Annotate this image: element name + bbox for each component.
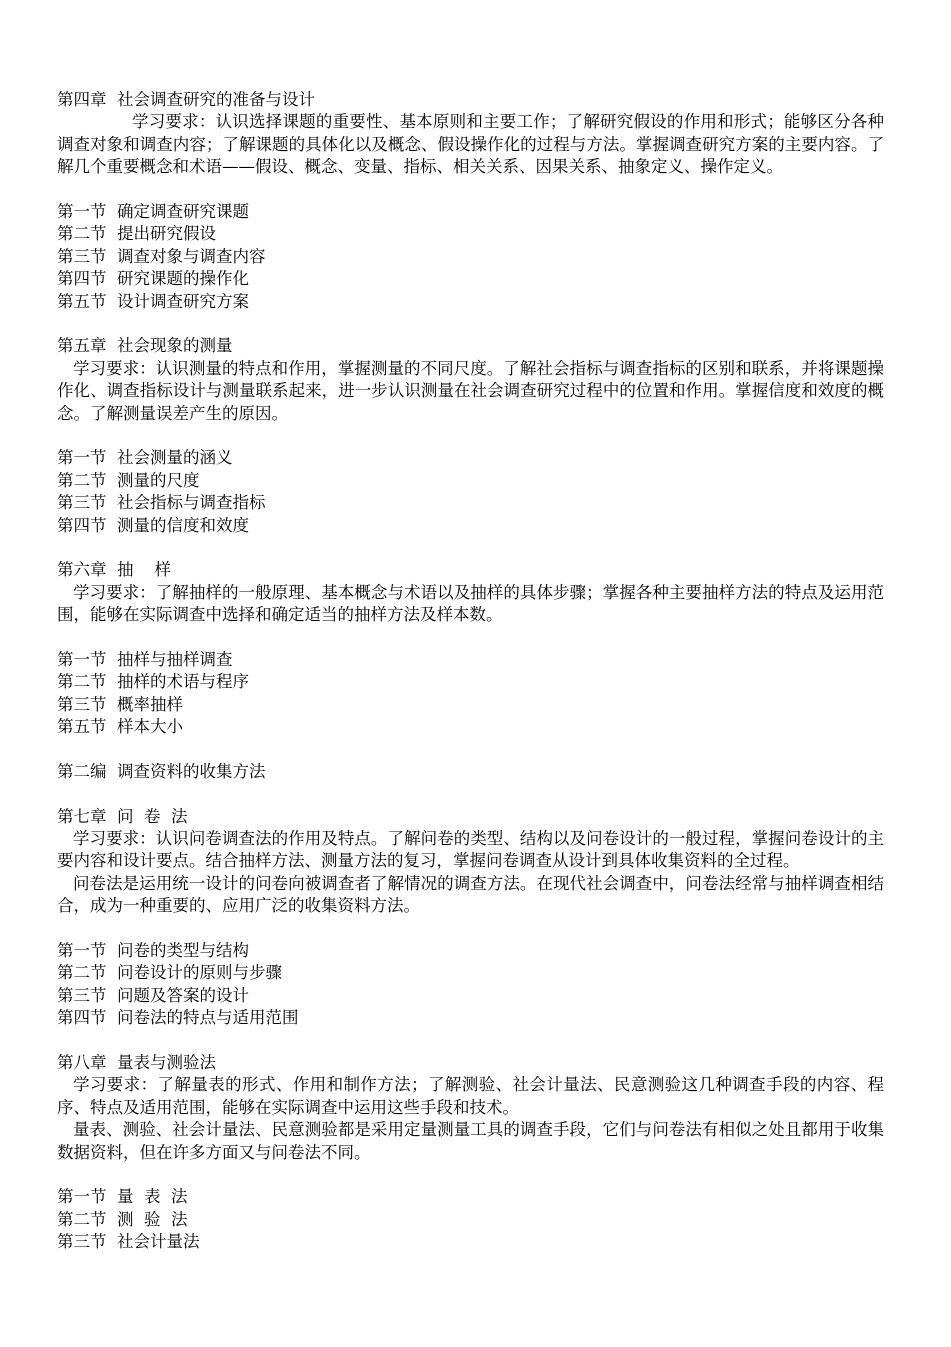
chapter-5-title: 第五章 社会现象的测量: [57, 336, 233, 356]
chapter-7-section-3: 第三节 问题及答案的设计: [57, 985, 249, 1005]
chapter-5-section-4: 第四节 测量的信度和效度: [57, 515, 249, 535]
chapter-8-section-2: 第二节 测 验 法: [57, 1209, 188, 1229]
spacer: [57, 738, 884, 760]
chapter-6-section-1: 第一节 抽样与抽样调查: [57, 649, 233, 669]
chapter-5-section-1: 第一节 社会测量的涵义: [57, 448, 233, 468]
chapter-5-section-3: 第三节 社会指标与调查指标: [57, 493, 266, 513]
chapter-7-intro: 问卷法是运用统一设计的问卷向被调查者了解情况的调查方法。在现代社会调查中，问卷法经常与抽样调查相结合，成为一种重要的、应用广泛的收集资料方法。: [57, 873, 884, 916]
spacer: [57, 627, 884, 649]
chapter-6-section-4: 第五节 样本大小: [57, 717, 183, 737]
chapter-6-title: 第六章 抽 样: [57, 560, 171, 580]
chapter-8-intro: 量表、测验、社会计量法、民意测验都是采用定量测量工具的调查手段，它们与问卷法有相似之处且都用于收集数据资料，但在许多方面又与问卷法不同。: [57, 1120, 884, 1162]
spacer: [57, 1164, 884, 1186]
document-body: [57, 89, 884, 1254]
chapter-8-title: 第八章 量表与测验法: [57, 1052, 216, 1072]
chapter-7-section-4: 第四节 问卷法的特点与适用范围: [57, 1008, 299, 1028]
chapter-4-section-3: 第三节 调查对象与调查内容: [57, 246, 266, 266]
chapter-7-title: 第七章 问 卷 法: [57, 806, 188, 826]
chapter-4-section-4: 第四节 研究课题的操作化: [57, 269, 249, 289]
spacer: [57, 425, 884, 447]
chapter-6-section-2: 第二节 抽样的术语与程序: [57, 672, 249, 692]
chapter-4-section-5: 第五节 设计调查研究方案: [57, 291, 249, 311]
chapter-7-section-1: 第一节 问卷的类型与结构: [57, 941, 249, 961]
chapter-4-requirement: 学习要求：认识选择课题的重要性、基本原则和主要工作；了解研究假设的作用和形式；能够区分各种调查对象和调查内容；了解课题的具体化以及概念、假设操作化的过程与方法。掌握调查研究方案的主要内容。了解几个重要概念和术语——假设、概念、变量、指标、相关关系、因果关系、抽象定义、操作定义。: [57, 112, 884, 177]
spacer: [57, 537, 884, 559]
spacer: [57, 783, 884, 805]
spacer: [57, 313, 884, 335]
spacer: [57, 179, 884, 201]
chapter-8-section-3: 第三节 社会计量法: [57, 1232, 200, 1252]
chapter-7-requirement: 学习要求：认识问卷调查法的作用及特点。了解问卷的类型、结构以及问卷设计的一般过程，掌握问卷设计的主要内容和设计要点。结合抽样方法、测量方法的复习，掌握问卷调查从设计到具体收集资料的全过程。: [57, 829, 884, 871]
chapter-8-requirement: 学习要求：了解量表的形式、作用和制作方法；了解测验、社会计量法、民意测验这几种调查手段的内容、程序、特点及适用范围，能够在实际调查中运用这些手段和技术。: [57, 1075, 884, 1117]
chapter-7-section-2: 第二节 问卷设计的原则与步骤: [57, 963, 282, 983]
chapter-6-section-3: 第三节 概率抽样: [57, 694, 183, 714]
chapter-5-requirement: 学习要求：认识测量的特点和作用，掌握测量的不同尺度。了解社会指标与调查指标的区别和联系，并将课题操作化、调查指标设计与测量联系起来，进一步认识测量在社会调查研究过程中的位置和作用。掌握信度和效度的概念。了解测量误差产生的原因。: [57, 358, 884, 423]
spacer: [57, 1030, 884, 1052]
chapter-6-requirement: 学习要求：了解抽样的一般原理、基本概念与术语以及抽样的具体步骤；掌握各种主要抽样方法的特点及运用范围，能够在实际调查中选择和确定适当的抽样方法及样本数。: [57, 582, 884, 625]
part-2-title: 第二编 调查资料的收集方法: [57, 761, 266, 781]
chapter-8-section-1: 第一节 量 表 法: [57, 1187, 188, 1207]
chapter-5-section-2: 第二节 测量的尺度: [57, 470, 200, 490]
chapter-4-section-2: 第二节 提出研究假设: [57, 224, 216, 244]
chapter-4-title: 第四章 社会调查研究的准备与设计: [57, 90, 315, 109]
spacer: [57, 918, 884, 940]
chapter-4-section-1: 第一节 确定调查研究课题: [57, 202, 249, 221]
